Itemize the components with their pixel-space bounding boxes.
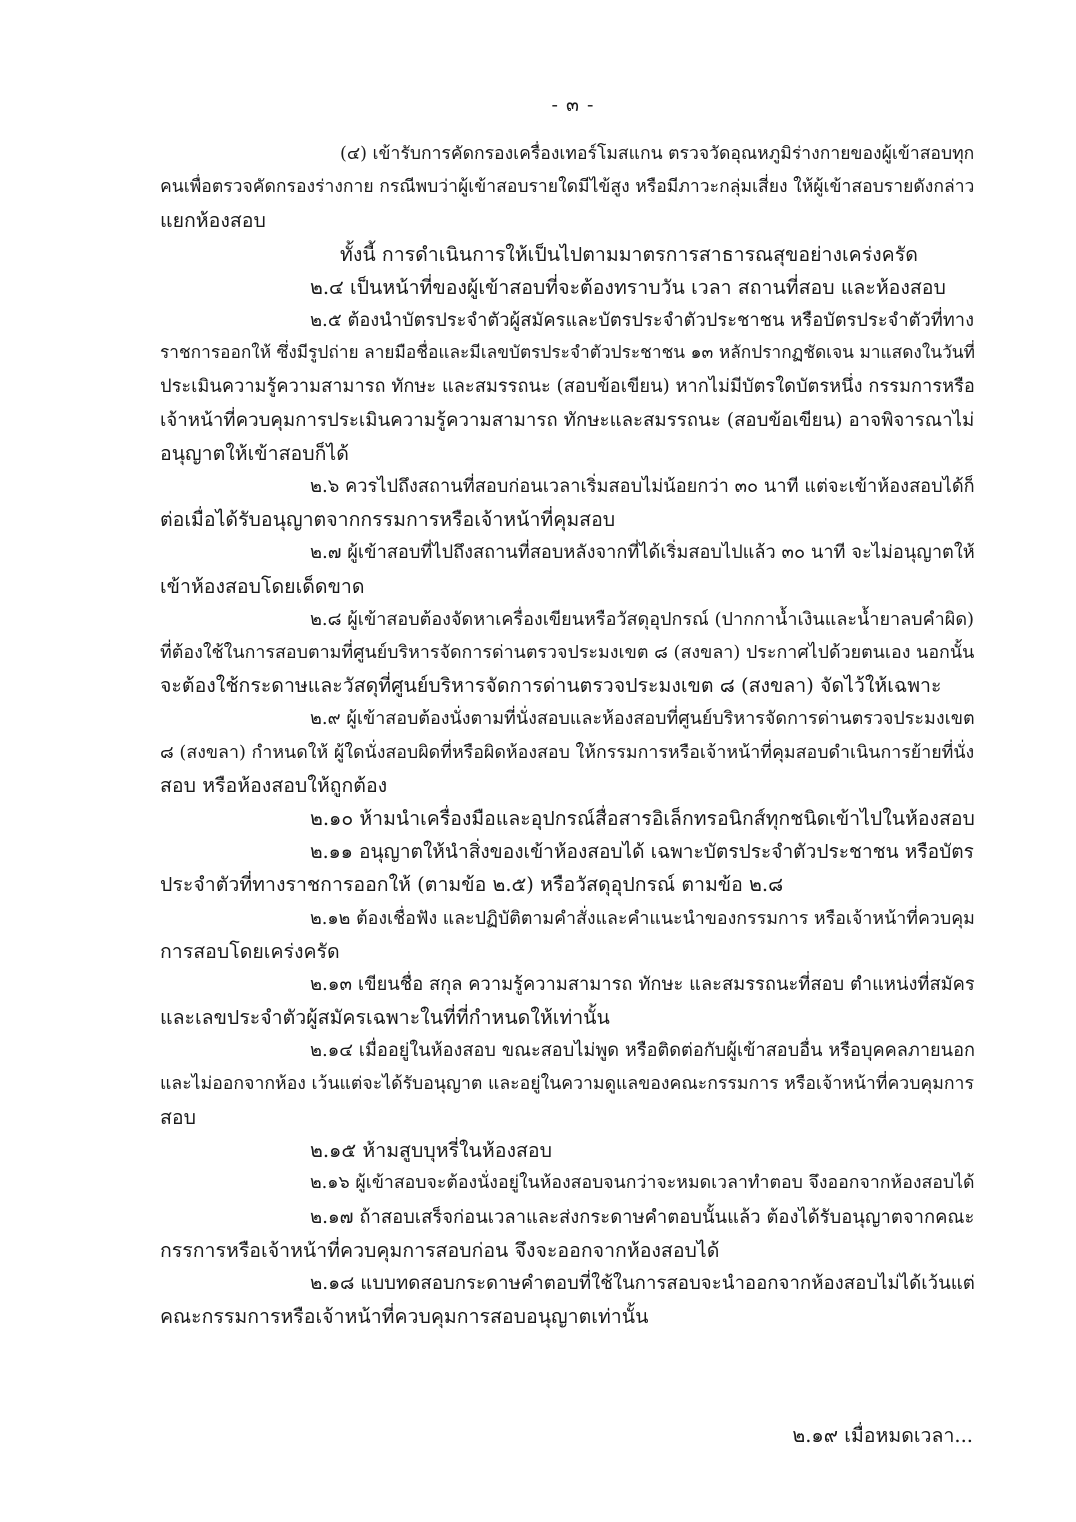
paragraph-line: ประจำตัวที่ทางราชการออกให้ (ตามข้อ ๒.๕) หรือวัสดุอุปกรณ์ ตามข้อ ๒.๘ <box>160 873 784 897</box>
paragraph-2-6 <box>160 470 975 536</box>
paragraph-line: ๒.๗ ผู้เข้าสอบที่ไปถึงสถานที่สอบหลังจากที่ได้เริ่มสอบไปแล้ว ๓๐ นาที จะไม่อนุญาตให้ <box>310 542 975 564</box>
paragraph-2-8 <box>160 603 975 703</box>
paragraph-line: เข้าห้องสอบโดยเด็ดขาด <box>160 574 365 598</box>
paragraph-2-5 <box>160 304 975 470</box>
paragraph-thermoscan <box>160 138 975 238</box>
paragraph-line: การสอบโดยเคร่งครัด <box>160 939 340 963</box>
paragraph-line: อนุญาตให้เข้าสอบก็ได้ <box>160 441 349 465</box>
paragraph-line: ๒.๑๐ ห้ามนำเครื่องมือและอุปกรณ์สื่อสารอิเล็กทรอนิกส์ทุกชนิดเข้าไปในห้องสอบ <box>310 807 975 831</box>
paragraph-line: ๒.๘ ผู้เข้าสอบต้องจัดหาเครื่องเขียนหรือวัสดุอุปกรณ์ (ปากกาน้ำเงินและน้ำยาลบคำผิด) <box>310 608 975 630</box>
paragraph-measures-note <box>160 238 975 271</box>
paragraph-line: ๒.๑๔ เมื่ออยู่ในห้องสอบ ขณะสอบไม่พูด หรือติดต่อกับผู้เข้าสอบอื่น หรือบุคคลภายนอก <box>310 1040 975 1062</box>
paragraph-2-16 <box>160 1167 975 1200</box>
paragraph-line: ๒.๔ เป็นหน้าที่ของผู้เข้าสอบที่จะต้องทราบวัน เวลา สถานที่สอบ และห้องสอบ <box>310 275 946 299</box>
paragraph-2-9 <box>160 702 975 802</box>
paragraph-line: จะต้องใช้กระดาษและวัสดุที่ศูนย์บริหารจัดการด่านตรวจประมงเขต ๘ (สงขลา) จัดไว้ให้เฉพาะ <box>160 674 942 698</box>
paragraph-line: แยกห้องสอบ <box>160 209 266 233</box>
paragraph-line: และไม่ออกจากห้อง เว้นแต่จะได้รับอนุญาต และอยู่ในความดูแลของคณะกรรมการ หรือเจ้าหน้าที่ควบคุมการ <box>160 1073 974 1094</box>
paragraph-line: ๒.๑๓ เขียนชื่อ สกุล ความรู้ความสามารถ ทักษะ และสมรรถนะที่สอบ ตำแหน่งที่สมัคร <box>310 974 975 996</box>
paragraph-line: ๒.๖ ควรไปถึงสถานที่สอบก่อนเวลาเริ่มสอบไม่น้อยกว่า ๓๐ นาที แต่จะเข้าห้องสอบได้ก็ <box>310 476 975 498</box>
paragraph-line: ๒.๑๖ ผู้เข้าสอบจะต้องนั่งอยู่ในห้องสอบจนกว่าจะหมดเวลาทำตอบ จึงออกจากห้องสอบได้ <box>310 1173 975 1194</box>
paragraph-line: สอบ <box>160 1105 196 1129</box>
paragraph-line: ราชการออกให้ ซึ่งมีรูปถ่าย ลายมือชื่อและมีเลขบัตรประจำตัวประชาชน ๑๓ หลักปรากฏชัดเจน มาแสดงในวันที่ <box>160 343 975 364</box>
paragraph-2-18 <box>160 1267 975 1333</box>
document-body <box>160 138 975 1333</box>
paragraph-line: คนเพื่อตรวจคัดกรองร่างกาย กรณีพบว่าผู้เข้าสอบรายใดมีไข้สูง หรือมีภาวะกลุ่มเสี่ยง ให้ผู้เข้าสอบรายดังกล่าว <box>160 177 975 198</box>
paragraph-2-10 <box>160 802 975 835</box>
paragraph-2-13 <box>160 968 975 1034</box>
paragraph-2-14 <box>160 1034 975 1134</box>
paragraph-2-15 <box>160 1134 975 1167</box>
paragraph-line: ๒.๙ ผู้เข้าสอบต้องนั่งตามที่นั่งสอบและห้องสอบที่ศูนย์บริหารจัดการด่านตรวจประมงเขต <box>310 708 975 730</box>
paragraph-line: เจ้าหน้าที่ควบคุมการประเมินความรู้ความสามารถ ทักษะและสมรรถนะ (สอบข้อเขียน) อาจพิจารณาไม่ <box>160 409 975 431</box>
paragraph-line: สอบ หรือห้องสอบให้ถูกต้อง <box>160 773 388 797</box>
paragraph-line: ๒.๑๘ แบบทดสอบกระดาษคำตอบที่ใช้ในการสอบจะนำออกจากห้องสอบไม่ได้เว้นแต่ <box>310 1272 975 1294</box>
paragraph-2-11 <box>160 835 975 901</box>
footer-continuation: ๒.๑๙ เมื่อหมดเวลา... <box>792 1424 973 1447</box>
paragraph-line: ๒.๑๗ ถ้าสอบเสร็จก่อนเวลาและส่งกระดาษคำตอบนั้นแล้ว ต้องได้รับอนุญาตจากคณะ <box>310 1206 975 1228</box>
paragraph-line: ทั้งนี้ การดำเนินการให้เป็นไปตามมาตรการสาธารณสุขอย่างเคร่งครัด <box>340 242 918 266</box>
paragraph-line: ๒.๑๑ อนุญาตให้นำสิ่งของเข้าห้องสอบได้ เฉพาะบัตรประจำตัวประชาชน หรือบัตร <box>310 840 974 864</box>
paragraph-2-7 <box>160 536 975 602</box>
paragraph-line: (๔) เข้ารับการคัดกรองเครื่องเทอร์โมสแกน ตรวจวัดอุณหภูมิร่างกายของผู้เข้าสอบทุก <box>340 144 975 164</box>
paragraph-line: ๒.๑๒ ต้องเชื่อฟัง และปฏิบัติตามคำสั่งและคำแนะนำของกรรมการ หรือเจ้าหน้าที่ควบคุม <box>310 907 975 929</box>
paragraph-2-12 <box>160 902 975 968</box>
paragraph-line: ๒.๑๕ ห้ามสูบบุหรี่ในห้องสอบ <box>310 1139 552 1163</box>
paragraph-line: และเลขประจำตัวผู้สมัครเฉพาะในที่ที่กำหนดให้เท่านั้น <box>160 1006 610 1030</box>
paragraph-line: กรรการหรือเจ้าหน้าที่ควบคุมการสอบก่อน จึงจะออกจากห้องสอบได้ <box>160 1238 720 1262</box>
paragraph-line: คณะกรรมการหรือเจ้าหน้าที่ควบคุมการสอบอนุญาตเท่านั้น <box>160 1305 649 1329</box>
page-number: - ๓ - <box>551 94 595 116</box>
paragraph-line: ๘ (สงขลา) กำหนดให้ ผู้ใดนั่งสอบผิดที่หรือผิดห้องสอบ ให้กรรมการหรือเจ้าหน้าที่คุมสอบดำเนินการย้ายที่นั่ง <box>160 741 975 763</box>
paragraph-line: ที่ต้องใช้ในการสอบตามที่ศูนย์บริหารจัดการด่านตรวจประมงเขต ๘ (สงขลา) ประกาศไปด้วยตนเอง นอกนั้น <box>160 642 975 664</box>
paragraph-line: ๒.๕ ต้องนำบัตรประจำตัวผู้สมัครและบัตรประจำตัวประชาชน หรือบัตรประจำตัวที่ทาง <box>310 310 974 332</box>
paragraph-line: ประเมินความรู้ความสามารถ ทักษะ และสมรรถนะ (สอบข้อเขียน) หากไม่มีบัตรใดบัตรหนึ่ง กรรมการหรือ <box>160 376 975 398</box>
paragraph-2-17 <box>160 1201 975 1267</box>
paragraph-line: ต่อเมื่อได้รับอนุญาตจากกรรมการหรือเจ้าหน้าที่คุมสอบ <box>160 508 616 532</box>
paragraph-2-4 <box>160 271 975 304</box>
